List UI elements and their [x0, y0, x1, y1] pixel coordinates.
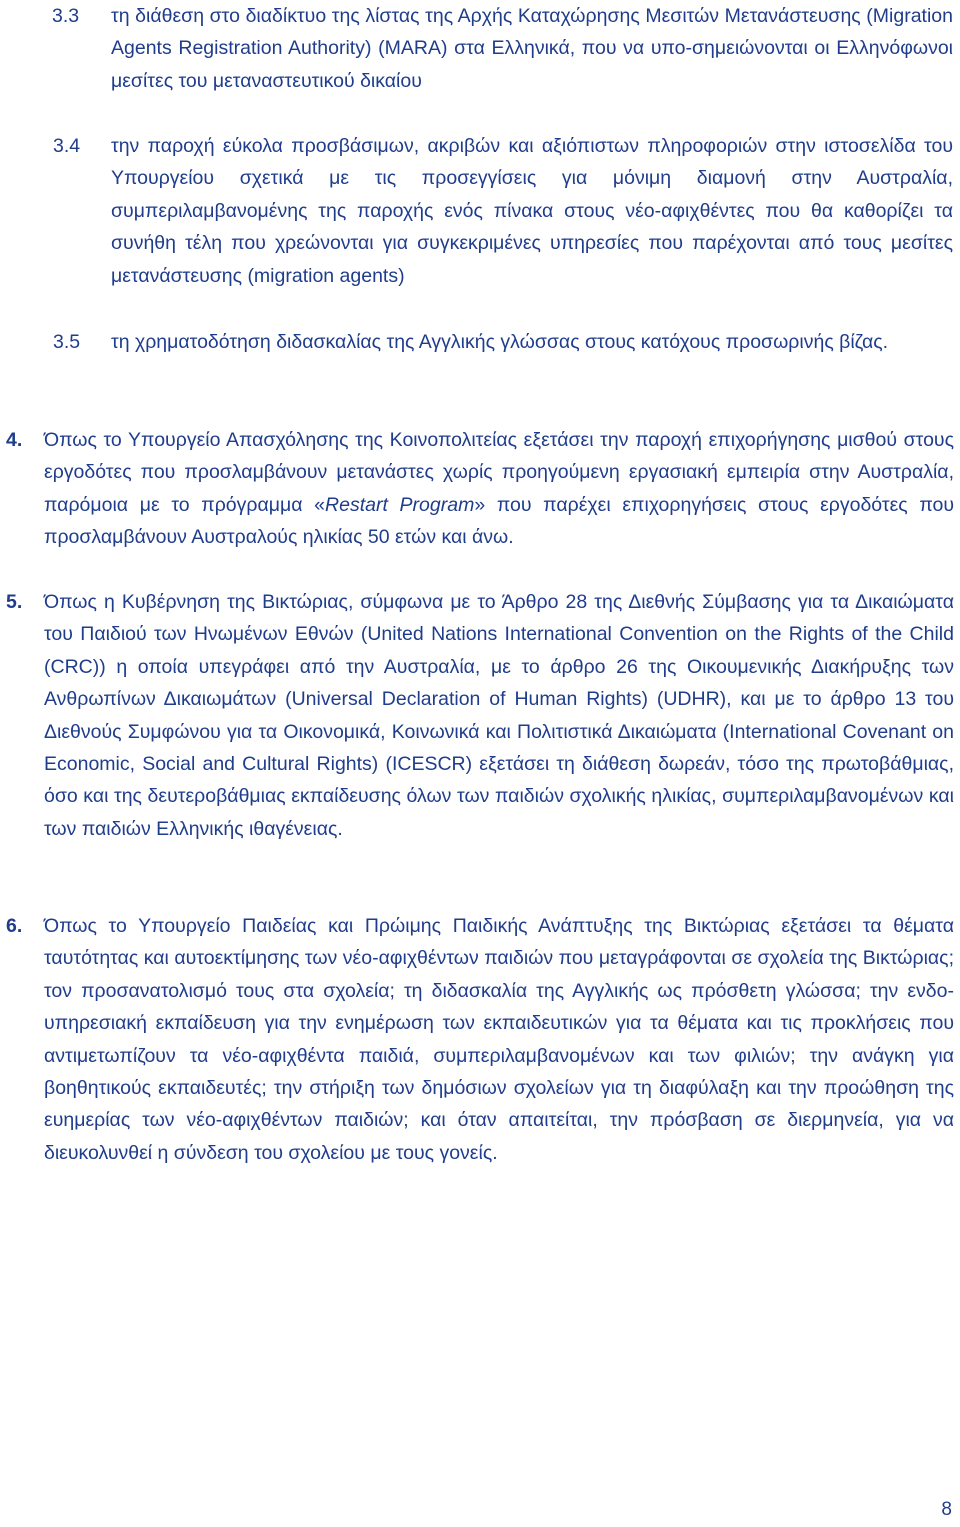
list-item-3-3: [53, 0, 953, 97]
recommendation-5: [6, 586, 954, 845]
item-text: τη διάθεση στο διαδίκτυο της λίστας της Αρχής Καταχώρησης Μεσιτών Μετανάστευσης (Migration Agents Registration Authority) (MARA) στα Ελληνικά, που να υπο-σημειώνονται οι Ελληνόφωνοι μεσίτες του μεταναστευτικού δικαίου: [111, 5, 953, 92]
page-number: 8: [941, 1499, 952, 1520]
item-number: 5.: [6, 591, 23, 613]
list-item-3-4: [53, 130, 953, 292]
item-text: τη χρηματοδότηση διδασκαλίας της Αγγλικής γλώσσας στους κατόχους προσωρινής βίζας.: [111, 331, 889, 353]
item-text: Όπως η Κυβέρνηση της Βικτώριας, σύμφωνα με το Άρθρο 28 της Διεθνής Σύμβασης για τα Δικαιώματα του Παιδιού των Ηνωμένων Εθνών (United Nations International Convention on the Rights of the Child (CRC)) η οποία υπεγράφει από την Αυστραλία, με το άρθρο 26 της Οικουμενικής Διακήρυξης των Ανθρωπίνων Δικαιωμάτων (Universal Declaration of Human Rights) (UDHR), και με το άρθρο 13 του Διεθνούς Συμφώνου για τα Οικονομικά, Κοινωνικά και Πολιτιστικά Δικαιώματα (International Covenant on Economic, Social and Cultural Rights) (ICESCR) εξετάσει τη διάθεση δωρεάν, τόσο της πρωτοβάθμιας, όσο και της δευτεροβάθμιας εκπαίδευσης όλων των παιδιών σχολικής ηλικίας, συμπεριλαμβανομένων και των παιδιών Ελληνικής ιθαγένειας.: [44, 591, 954, 840]
recommendation-4: [6, 424, 954, 554]
item-text-part: Όπως το Υπουργείο Απασχόλησης της Κοινοπολιτείας εξετάσει την παροχή επιχορήγησης μισθού στους εργοδότες που προσλαμβάνουν μετανάστες χωρίς προηγούμενη εργασιακή εμπειρία στην Αυστραλία, παρόμοια με το πρόγραμμα «: [44, 429, 954, 516]
item-number: 4.: [6, 429, 23, 451]
item-number: 3.5: [53, 331, 81, 353]
recommendation-6: [6, 910, 954, 1169]
item-text: [44, 424, 954, 554]
item-number: 3.4: [53, 135, 81, 157]
item-number: 6.: [6, 915, 23, 937]
list-item-3-5: [53, 326, 953, 358]
item-text: Όπως το Υπουργείο Παιδείας και Πρώιμης Παιδικής Ανάπτυξης της Βικτώριας εξετάσει τα θέματα ταυτότητας και αυτοεκτίμησης των νέο-αφιχθέντων παιδιών που μεταγράφονται σε σχολεία της Βικτώριας; τον προσανατολισμό τους στα σχολεία; τη διδασκαλία της Αγγλικής ως πρόσθετη γλώσσα; την ενδο-υπηρεσιακή εκπαίδευση για την ενημέρωση των εκπαιδευτικών για τα θέματα και τις προκλήσεις που αντιμετωπίζουν τα νέο-αφιχθέντα παιδιά, συμπεριλαμβανομένων και των φιλιών; την ανάγκη για βοηθητικούς εκπαιδευτές; την στήριξη των δημόσιων σχολείων για τη διαφύλαξη και την προώθηση της ευημερίας των νέο-αφιχθέντων παιδιών; και όταν απαιτείται, την πρόσβαση σε διερμηνεία, για να διευκολυνθεί η σύνδεση του σχολείου με τους γονείς.: [44, 915, 954, 1164]
restart-program-title: Restart Program: [325, 493, 475, 516]
item-text-part: » που παρέχει επιχορηγήσεις στους εργοδότες που προσλαμβάνουν Αυστραλούς ηλικίας 50 ετών και άνω.: [44, 493, 955, 549]
item-number: 3.3: [52, 5, 80, 27]
item-text: την παροχή εύκολα προσβάσιμων, ακριβών και αξιόπιστων πληροφοριών στην ιστοσελίδα του Υπουργείου σχετικά με τις προσεγγίσεις για μόνιμη διαμονή στην Αυστραλία, συμπεριλαμβανομένης της παροχής ενός πίνακα στους νέο-αφιχθέντες που θα καθορίζει τα συνήθη τέλη που χρεώνονται για συγκεκριμένες υπηρεσίες που παρέχονται από τους μεσίτες μετανάστευσης (migration agents): [111, 135, 953, 287]
